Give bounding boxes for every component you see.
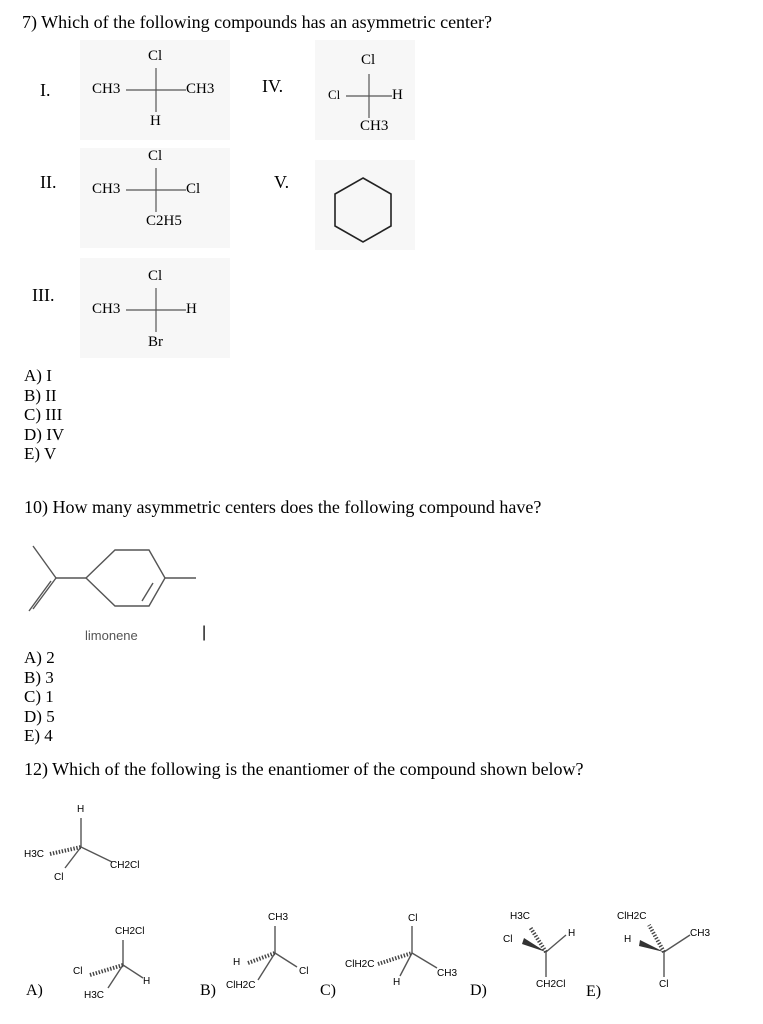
q7-answer-list — [24, 366, 64, 464]
compound-I-left: CH3 — [92, 81, 121, 97]
q10-answer-list — [24, 648, 55, 746]
text-cursor: | — [202, 624, 207, 641]
given-bottom: Cl — [54, 872, 64, 883]
q7-answer-e[interactable]: E) V — [24, 444, 57, 463]
compound-IV-top: Cl — [361, 52, 376, 68]
label-compound-V: V. — [274, 172, 290, 192]
option-b-right: Cl — [299, 966, 309, 977]
q7-answer-c[interactable]: C) III — [24, 405, 63, 424]
option-d-left: Cl — [503, 934, 513, 945]
option-a-letter[interactable]: A) — [26, 982, 43, 999]
given-right: CH2Cl — [110, 860, 140, 871]
option-c-right: CH3 — [437, 968, 458, 979]
option-a-right: H — [143, 976, 151, 987]
limonene-structure — [29, 546, 196, 611]
compound-II-left: CH3 — [92, 181, 121, 197]
option-b-letter[interactable]: B) — [200, 982, 216, 999]
option-d-letter[interactable]: D) — [470, 982, 487, 999]
question-7: 7) Which of the following compounds has an asymmetric center? — [22, 12, 493, 32]
option-e-left: H — [624, 934, 632, 945]
option-e-top: ClH2C — [617, 911, 647, 922]
q10-answer-b[interactable]: B) 3 — [24, 667, 54, 687]
q10-answer-c[interactable]: C) 1 — [24, 687, 54, 706]
option-a-left: Cl — [73, 966, 83, 977]
label-compound-III: III. — [32, 285, 55, 305]
given-left: H3C — [24, 849, 45, 860]
q10-answer-d[interactable]: D) 5 — [24, 706, 55, 726]
compound-III-bottom: Br — [148, 334, 163, 350]
label-compound-II: II. — [40, 172, 57, 192]
q10-answer-e[interactable]: E) 4 — [24, 726, 53, 745]
option-b-bottom: ClH2C — [226, 980, 256, 991]
limonene-caption: limonene — [85, 628, 138, 643]
option-d-bottom: CH2Cl — [536, 979, 566, 990]
compound-II-right: Cl — [186, 181, 201, 197]
compound-I-right: CH3 — [186, 81, 215, 97]
question-10: 10) How many asymmetric centers does the following compound have? — [24, 497, 542, 517]
option-a-top: CH2Cl — [115, 926, 145, 937]
compound-III-top: Cl — [148, 268, 163, 284]
q7-answer-d[interactable]: D) IV — [24, 424, 65, 444]
compound-II-bottom: C2H5 — [146, 213, 182, 229]
given-top: H — [77, 804, 85, 815]
option-c-letter[interactable]: C) — [320, 982, 336, 999]
option-b-left: H — [233, 957, 241, 968]
option-c-top: Cl — [408, 913, 418, 924]
option-e-right: CH3 — [690, 928, 711, 939]
option-a-bottom: H3C — [84, 990, 105, 1001]
q7-answer-b[interactable]: B) II — [24, 385, 57, 405]
label-compound-IV: IV. — [262, 76, 284, 96]
option-b-top: CH3 — [268, 912, 289, 923]
q7-answer-a[interactable]: A) I — [24, 366, 52, 385]
q10-answer-a[interactable]: A) 2 — [24, 648, 55, 667]
option-d-top: H3C — [510, 911, 531, 922]
compound-IV-left: Cl — [328, 87, 341, 102]
option-c-left: ClH2C — [345, 959, 375, 970]
compound-IV-bottom: CH3 — [360, 118, 389, 134]
option-e-bottom: Cl — [659, 979, 669, 990]
compound-IV-right: H — [392, 87, 403, 103]
label-compound-I: I. — [40, 80, 51, 100]
question-12: 12) Which of the following is the enantiomer of the compound shown below? — [24, 759, 584, 779]
option-c-bottom: H — [393, 977, 401, 988]
compound-I-bottom: H — [150, 113, 161, 129]
compound-II-top: Cl — [148, 148, 163, 164]
compound-III-left: CH3 — [92, 301, 121, 317]
option-d-right: H — [568, 928, 576, 939]
compound-III-right: H — [186, 301, 197, 317]
option-e-letter[interactable]: E) — [586, 983, 602, 1000]
compound-I-top: Cl — [148, 48, 163, 64]
